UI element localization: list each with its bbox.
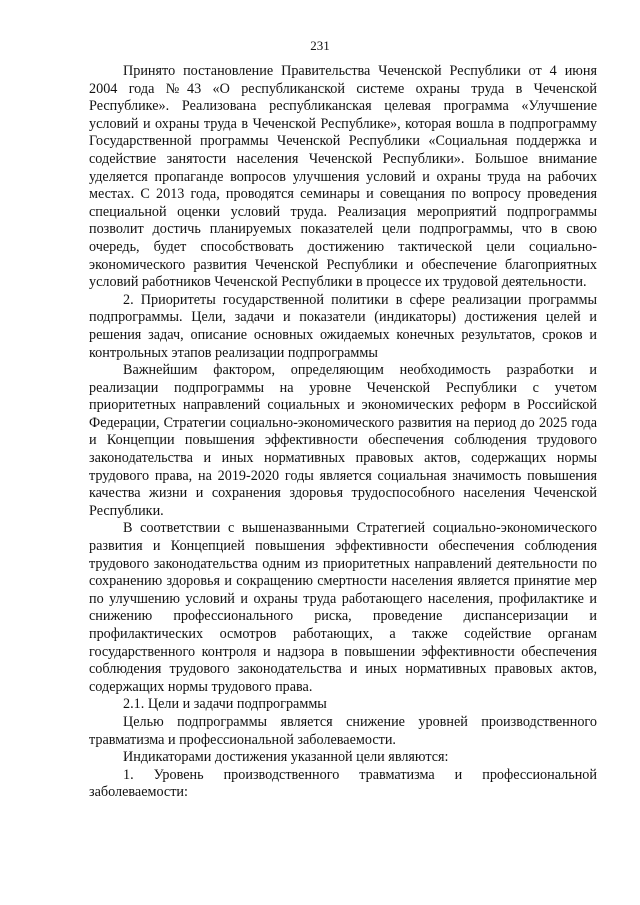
paragraph-strategy: В соответствии с вышеназванными Стратегией социально-экономического развития и Концепцией повышения эффективности обеспечения соблюдения трудового законодательства одним из приоритетных направлений деятельности по сохранению здоровья и сокращению смертности населения является принятие мер по улучшению условий и охраны труда работающего населения, профилактике и снижению профессионального риска, проведение диспансеризации и профилактических осмотров работающих, а также содействие органам государственного контроля и надзора в повышении эффективности обеспечения соблюдения трудового законодательства и иных нормативных правовых актов, содержащих нормы трудового права. [89,520,597,695]
paragraph-legislation: Принято постановление Правительства Чеченской Республики от 4 июня 2004 года №43 «О республиканской системе охраны труда в Чеченской Республике». Реализована республиканская целевая программа «Улучшение условий и охраны труда в Чеченской Республике», которая вошла в подпрограмму Государственной программы Чеченской Республики «Социальная поддержка и содействие занятости населения Чеченской Республики». Большое внимание уделяется пропаганде вопросов улучшения условий и охраны труда на рабочих местах. С 2013 года, проводятся семинары и совещания по вопросу проведения специальной оценки условий труда. Реализация мероприятий подпрограммы позволит достичь планируемых показателей цели подпрограммы, что в свою очередь, будет способствовать достижению тактической цели социально-экономического развития Чеченской Республики и обеспечение благоприятных условий работников Чеченской Республики в процессе их трудовой деятельности. [89,63,597,291]
subsection-heading-goals: 2.1. Цели и задачи подпрограммы [123,696,327,713]
document-body [89,63,597,802]
section-heading-priorities: 2. Приоритеты государственной политики в сфере реализации программы подпрограммы. Цели, задачи и показатели (индикаторы) достижения целей и решения задач, описание основных ожидаемых конечных результатов, сроков и контрольных этапов реализации подпрограммы [89,291,597,361]
paragraph-indicators-intro: Индикаторами достижения указанной цели являются: [123,749,449,766]
paragraph-goal: Целью подпрограммы является снижение уровней производственного травматизма и профессиональной заболеваемости. [89,713,597,748]
paragraph-indicator-1: 1. Уровень производственного травматизма и профессиональной заболеваемости: [89,766,597,801]
paragraph-key-factor: Важнейшим фактором, определяющим необходимость разработки и реализации подпрограммы на уровне Чеченской Республики с учетом приоритетных направлений социальных и экономических реформ в Российской Федерации, Стратегии социально-экономического развития на период до 2025 года и Концепции повышения эффективности обеспечения соблюдения трудового законодательства и иных нормативных правовых актов, содержащих нормы трудового права, на 2019-2020 годы является социальная значимость повышения качества жизни и сохранения здоровья трудоспособного населения Чеченской Республики. [89,362,597,519]
page-number: 231 [310,38,330,53]
